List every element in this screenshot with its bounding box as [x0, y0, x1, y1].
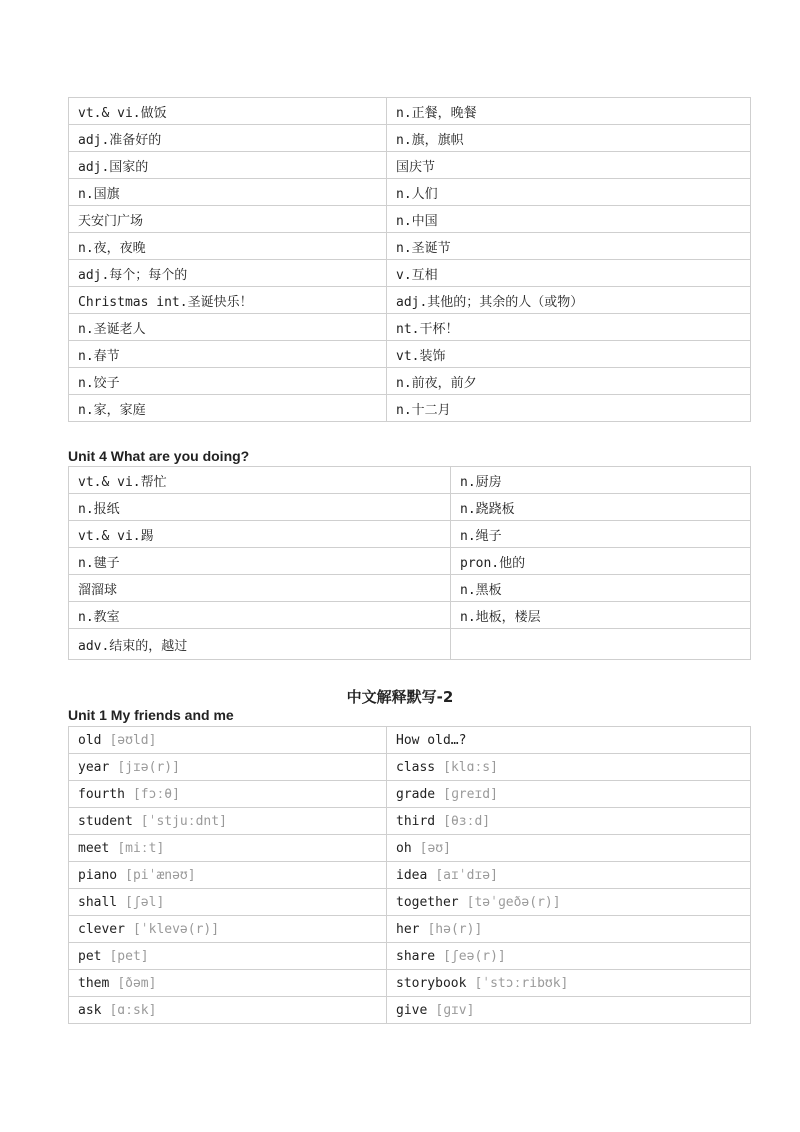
table-cell	[387, 943, 751, 970]
vocab-word: clever	[78, 921, 125, 937]
vocab-word: old	[78, 732, 102, 748]
table-cell: n.夜，夜晚	[69, 233, 387, 260]
unit1-heading: Unit 1 My friends and me	[68, 707, 234, 723]
phonetic-transcription: [piˈænəʊ]	[125, 867, 196, 883]
table-cell: adj.国家的	[69, 152, 387, 179]
table-row	[69, 602, 751, 629]
phonetic-transcription: [əʊld]	[109, 732, 157, 748]
phonetic-transcription: [jɪə(r)]	[117, 759, 180, 775]
phonetic-transcription: [əʊ]	[419, 840, 451, 856]
table-cell: n.教室	[69, 602, 451, 629]
table-row	[69, 125, 751, 152]
vocab-word: storybook	[396, 975, 467, 991]
table-cell	[387, 754, 751, 781]
table-cell: n.地板，楼层	[451, 602, 751, 629]
table-cell	[387, 781, 751, 808]
vocab-word: class	[396, 759, 436, 775]
phonetic-transcription: [ˈstjuːdnt]	[140, 813, 227, 829]
phonetic-transcription: [ɡreɪd]	[443, 786, 498, 802]
table-cell: n.圣诞节	[387, 233, 751, 260]
table-cell: n.绳子	[451, 521, 751, 548]
vocab-word: her	[396, 921, 420, 937]
table-row	[69, 494, 751, 521]
table-row	[69, 575, 751, 602]
phonetic-transcription: [θɜːd]	[443, 813, 491, 829]
vocab-word: pet	[78, 948, 102, 964]
table-cell: n.正餐，晚餐	[387, 98, 751, 125]
table-cell: n.人们	[387, 179, 751, 206]
table-row	[69, 179, 751, 206]
vocab-word: together	[396, 894, 459, 910]
vocab-word: fourth	[78, 786, 125, 802]
table-row	[69, 808, 751, 835]
vocab-word: ask	[78, 1002, 102, 1018]
vocab-word: student	[78, 813, 133, 829]
table-cell: n.前夜，前夕	[387, 368, 751, 395]
table-cell: 国庆节	[387, 152, 751, 179]
table-cell	[69, 727, 387, 754]
table-cell	[69, 835, 387, 862]
vocab-word: meet	[78, 840, 110, 856]
table-row	[69, 467, 751, 494]
phonetic-transcription: [ʃəl]	[125, 894, 165, 910]
table-cell: v.互相	[387, 260, 751, 287]
table-row	[69, 889, 751, 916]
vocab-word: piano	[78, 867, 118, 883]
table-cell	[387, 862, 751, 889]
table-cell	[387, 970, 751, 997]
section-title: 中文解释默写-2	[346, 688, 454, 706]
table-cell: vt.& vi.踢	[69, 521, 451, 548]
table-cell	[69, 862, 387, 889]
table-cell: n.跷跷板	[451, 494, 751, 521]
vocab-word: How old…?	[396, 732, 467, 748]
table-cell	[69, 808, 387, 835]
phonetic-transcription: [hə(r)]	[427, 921, 483, 937]
phonetic-transcription: [klɑːs]	[443, 759, 498, 775]
table-row	[69, 781, 751, 808]
table-cell: vt.& vi.做饭	[69, 98, 387, 125]
phonetic-transcription: [ðəm]	[117, 975, 157, 991]
table-cell: n.十二月	[387, 395, 751, 422]
table-cell	[69, 997, 387, 1024]
table-row	[69, 341, 751, 368]
table-row	[69, 368, 751, 395]
table-row	[69, 754, 751, 781]
table-row	[69, 233, 751, 260]
unit1-vocab-table	[68, 726, 751, 1024]
table-cell	[69, 943, 387, 970]
table-cell: Christmas int.圣诞快乐！	[69, 287, 387, 314]
phonetic-transcription: [pet]	[109, 948, 149, 964]
phonetic-transcription: [təˈɡeðə(r)]	[466, 894, 561, 910]
table-cell	[69, 889, 387, 916]
table-cell: n.家，家庭	[69, 395, 387, 422]
table-row	[69, 629, 751, 660]
phonetic-transcription: [ˈstɔːribʊk]	[474, 975, 569, 991]
table-row	[69, 727, 751, 754]
table-row	[69, 152, 751, 179]
table-cell: pron.他的	[451, 548, 751, 575]
table-cell: n.旗，旗帜	[387, 125, 751, 152]
vocab-word: year	[78, 759, 110, 775]
table-cell: n.圣诞老人	[69, 314, 387, 341]
table-cell: n.毽子	[69, 548, 451, 575]
table-cell	[387, 889, 751, 916]
vocab-word: share	[396, 948, 436, 964]
vocab-word: grade	[396, 786, 436, 802]
table-row	[69, 997, 751, 1024]
table-cell: adj.其他的；其余的人（或物）	[387, 287, 751, 314]
phonetic-transcription: [miːt]	[117, 840, 165, 856]
table-cell	[69, 781, 387, 808]
table-cell	[387, 727, 751, 754]
table-cell: n.春节	[69, 341, 387, 368]
table-cell: 天安门广场	[69, 206, 387, 233]
table-row	[69, 835, 751, 862]
table-cell	[387, 808, 751, 835]
table-cell: n.饺子	[69, 368, 387, 395]
vocab-word: oh	[396, 840, 412, 856]
table-row	[69, 395, 751, 422]
table-cell: n.国旗	[69, 179, 387, 206]
table-row	[69, 970, 751, 997]
vocab-word: them	[78, 975, 110, 991]
phonetic-transcription: [aɪˈdɪə]	[435, 867, 498, 883]
table-cell: 溜溜球	[69, 575, 451, 602]
table-row	[69, 98, 751, 125]
phonetic-transcription: [ʃeə(r)]	[443, 948, 506, 964]
phonetic-transcription: [fɔːθ]	[132, 786, 180, 802]
table-cell: vt.& vi.帮忙	[69, 467, 451, 494]
vocab-word: idea	[396, 867, 428, 883]
unit3-vocab-table	[68, 97, 751, 422]
table-cell	[69, 970, 387, 997]
table-cell	[451, 629, 751, 660]
table-row	[69, 862, 751, 889]
table-cell: n.厨房	[451, 467, 751, 494]
unit4-vocab-table	[68, 466, 751, 660]
table-row	[69, 260, 751, 287]
table-cell: adv.结束的，越过	[69, 629, 451, 660]
table-cell: n.中国	[387, 206, 751, 233]
table-row	[69, 314, 751, 341]
table-row	[69, 206, 751, 233]
table-cell: n.黑板	[451, 575, 751, 602]
vocab-word: shall	[78, 894, 118, 910]
phonetic-transcription: [ˈklevə(r)]	[132, 921, 220, 937]
table-cell: adj.每个；每个的	[69, 260, 387, 287]
phonetic-transcription: [ɑːsk]	[109, 1002, 157, 1018]
table-row	[69, 916, 751, 943]
table-cell	[69, 754, 387, 781]
table-row	[69, 521, 751, 548]
vocab-word: third	[396, 813, 436, 829]
table-row	[69, 287, 751, 314]
table-cell: n.报纸	[69, 494, 451, 521]
table-cell: adj.准备好的	[69, 125, 387, 152]
table-cell: nt.干杯！	[387, 314, 751, 341]
unit4-heading: Unit 4 What are you doing?	[68, 448, 250, 464]
table-cell	[387, 997, 751, 1024]
table-cell: vt.装饰	[387, 341, 751, 368]
phonetic-transcription: [ɡɪv]	[435, 1002, 475, 1018]
vocab-word: give	[396, 1002, 428, 1018]
table-cell	[387, 916, 751, 943]
table-row	[69, 943, 751, 970]
table-row	[69, 548, 751, 575]
table-cell	[69, 916, 387, 943]
table-cell	[387, 835, 751, 862]
